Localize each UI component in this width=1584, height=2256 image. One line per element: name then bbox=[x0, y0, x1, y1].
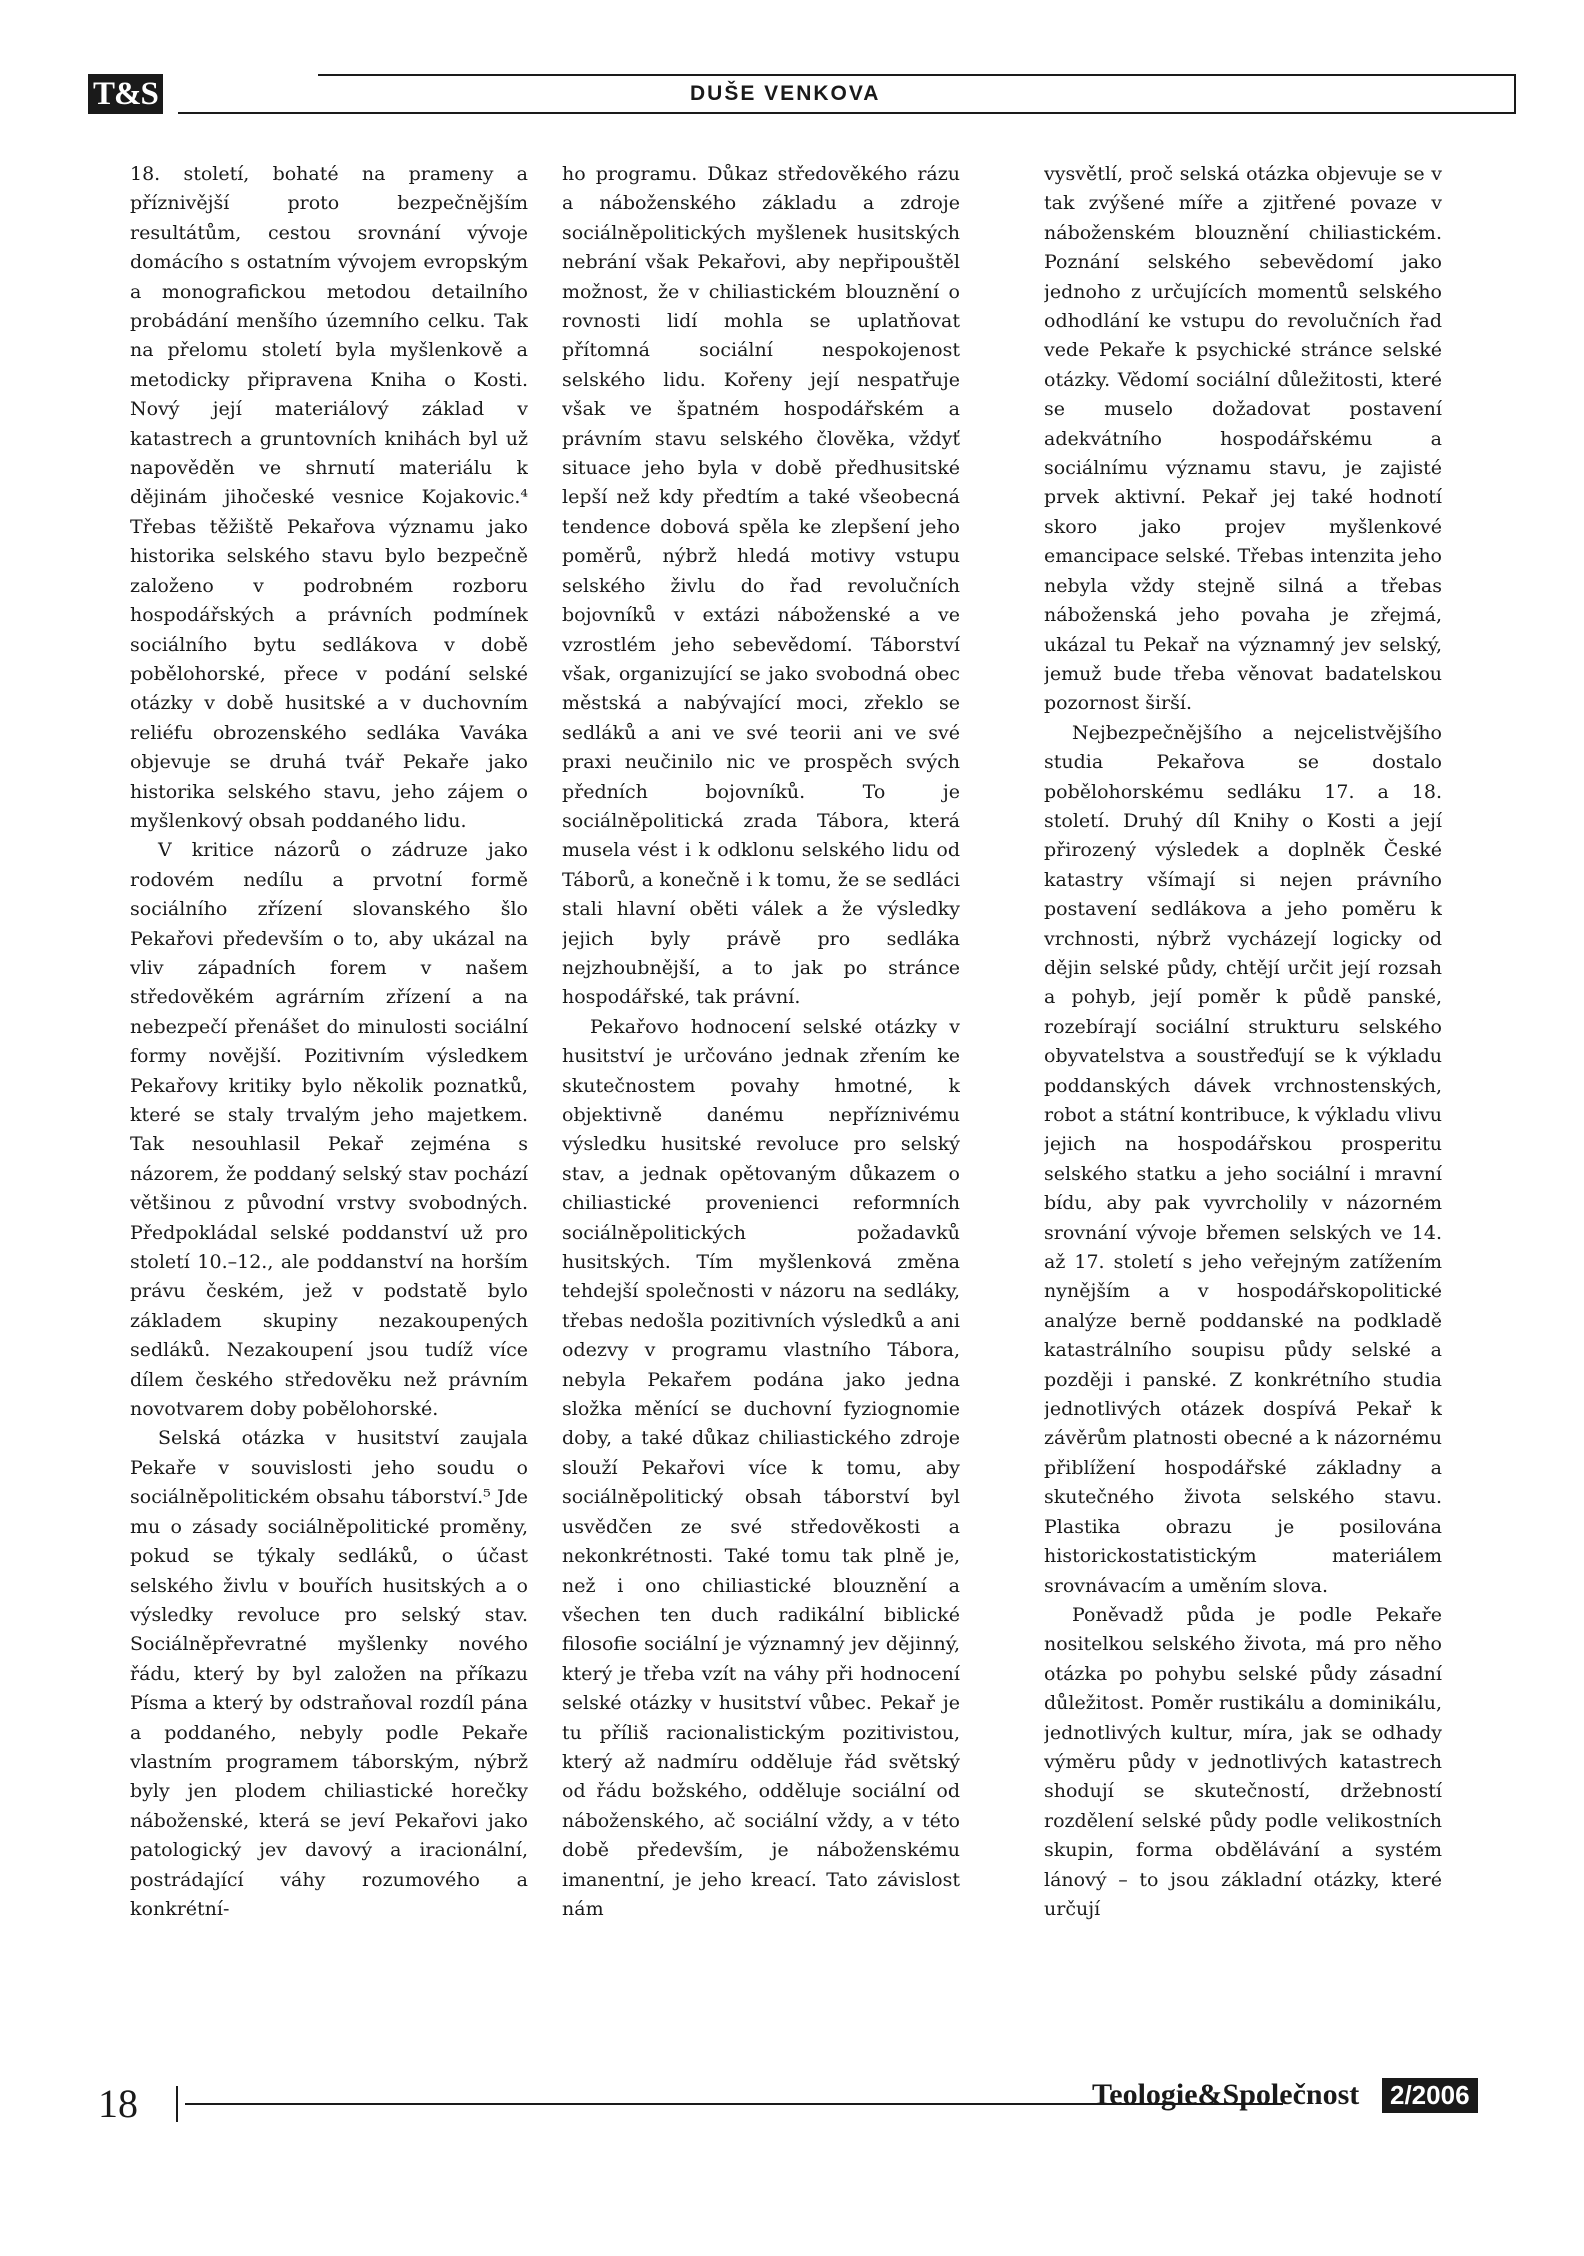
text-column-2 bbox=[562, 160, 960, 2020]
page-number: 18 bbox=[98, 2081, 138, 2126]
header-rule-top bbox=[318, 74, 1516, 76]
paragraph: V kritice názorů o zádruze jako rodovém nedílu a prvotní formě sociálního zřízení slovanského šlo Pekařovi především o to, aby ukázal na vliv západních forem v našem středověkém agrárním zřízení a na nebezpečí přenášet do minulosti sociální formy novější. Pozitivním výsledkem Pekařovy kritiky bylo několik poznatků, které se staly trvalým jeho majetkem. Tak nesouhlasil Pekař zejména s názorem, že poddaný selský stav pochází většinou z původní vrstvy svobodných. Předpokládal selské poddanství už pro století 10.–12., ale poddanství na horším právu českém, jež v podstatě bylo základem skupiny nezakoupených sedláků. Nezakoupení jsou tudíž více dílem českého středověku než právním novotvarem doby pobělohorské. bbox=[130, 839, 528, 1421]
journal-logo: T&S bbox=[88, 74, 163, 114]
paragraph: vysvětlí, proč selská otázka objevuje se v tak zvýšené míře a zjitřené povaze v náboženském blouznění chiliastickém. Poznání selského sebevědomí jako jednoho z určujících momentů selského odhodlání ke vstupu do revolučních řad vede Pekaře k psychické stránce selské otázky. Vědomí sociální důležitosti, které se muselo dožadovat postavení adekvátního hospodářskému a sociálnímu významu stavu, je zajisté prvek aktivní. Pekař jej také hodnotí skoro jako projev myšlenkové emancipace selské. Třebas intenzita jeho nebyla vždy stejně silná a třebas náboženská jeho povaha je zřejmá, ukázal tu Pekař na významný jev selský, jemuž bude třeba věnovat badatelskou pozornost širší. bbox=[1044, 163, 1442, 715]
paragraph: Nejbezpečnějšího a nejcelistvějšího studia Pekařova se dostalo pobělohorskému sedláku 17. a 18. století. Druhý díl Knihy o Kosti a její přirozený výsledek a doplněk České katastry všímají si nejen právního postavení sedlákova a jeho poměru k vrchnosti, nýbrž vycházejí logicky od dějin selské půdy, chtějí určit její rozsah a pohyb, její poměr k půdě panské, rozebírají sociální strukturu selského obyvatelstva a soustřeďují se k výkladu poddanských dávek vrchnostenských, robot a státní kontribuce, k výkladu vlivu jejich na hospodářskou prosperitu selského statku a jeho sociální i mravní bídu, aby pak vyvrcholily v názorném srovnání vývoje břemen selských ve 14. až 17. století s jeho veřejným zatížením nynějším a v hospodářskopolitické analýze berně poddanské na podkladě katastrálního soupisu půdy selské a později i panské. Z konkrétního studia jednotlivých otázek dospívá Pekař k závěrům platnosti obecné a k názornému přiblížení hospodářské základny a skutečného života selského stavu. Plastika obrazu je posilována historickostatistickým materiálem srovnávacím a uměním slova. bbox=[1044, 721, 1442, 1597]
header-rule-edge bbox=[1514, 74, 1516, 114]
paragraph: Pekařovo hodnocení selské otázky v husitství je určováno jednak zřením ke skutečnostem povahy hmotné, k objektivně danému nepříznivému výsledku husitské revoluce pro selský stav, a jednak opětovaným důkazem o chiliastické provenienci reformních sociálněpolitických požadavků husitských. Tím myšlenková změna tehdejší společnosti v názoru na sedláky, třebas nedošla pozitivních výsledků a ani odezvy v programu vlastního Tábora, nebyla Pekařem podána jako jedna složka měnící se duchovní fyziognomie doby, a také důkaz chiliastického zdroje slouží Pekařovi více k tomu, aby sociálněpolitický obsah táborství byl usvědčen ze své středověkosti a nekonkrétnosti. Také tomu tak plně je, než i ono chiliastické blouznění a všechen ten duch radikální biblické filosofie sociální je významný jev dějinný, který je třeba vzít na váhy při hodnocení selské otázky v husitství vůbec. Pekař je tu příliš racionalistickým pozitivistou, který až nadmíru odděluje řád světský od řádu božského, odděluje sociální od náboženského, ač sociální vždy, a v této době především, je náboženskému imanentní, je jeho kreací. Tato závislost nám bbox=[562, 1015, 960, 1920]
text-column-1 bbox=[130, 160, 528, 2020]
section-title: DUŠE VENKOVA bbox=[690, 82, 881, 105]
issue-badge: 2/2006 bbox=[1382, 2078, 1478, 2113]
paragraph: 18. století, bohaté na prameny a příznivější proto bezpečnějším resultátům, cestou srovnání vývoje domácího s ostatním vývojem evropským a monografickou metodou detailního probádání menšího územního celku. Tak na přelomu století byla myšlenkově a metodicky připravena Kniha o Kosti. Nový její materiálový základ v katastrech a gruntovních knihách byl už napověděn ve shrnutí materiálu k dějinám jihočeské vesnice Kojakovic.⁴ Třebas těžiště Pekařova významu jako historika selského stavu bylo bezpečně založeno v podrobném rozboru hospodářských a právních podmínek sociálního bytu sedlákova v době pobělohorské, přece v podání selské otázky v době husitské a v duchovním reliéfu obrozenského sedláka Vaváka objevuje se druhá tvář Pekaře jako historika selského stavu, jeho zájem o myšlenkový obsah poddaného lidu. bbox=[130, 163, 528, 832]
page-number-bar bbox=[176, 2086, 178, 2122]
text-column-3 bbox=[1044, 160, 1442, 2020]
journal-name: Teologie&Společnost bbox=[1092, 2078, 1360, 2111]
header-rule-bottom bbox=[178, 112, 1516, 114]
paragraph: ho programu. Důkaz středověkého rázu a náboženského základu a zdroje sociálněpolitických myšlenek husitských nebrání však Pekařovi, aby nepřipouštěl možnost, že v chiliastickém blouznění o rovnosti lidí mohla se uplatňovat přítomná sociální nespokojenost selského lidu. Kořeny její nespatřuje však ve špatném hospodářském a právním stavu selského člověka, vždyť situace jeho byla v době předhusitské lepší než kdy předtím a také všeobecná tendence dobová spěla ke zlepšení jeho poměrů, nýbrž hledá motivy vstupu selského živlu do řad revolučních bojovníků v extázi náboženské a ve vzrostlém jeho sebevědomí. Táborství však, organizující se jako svobodná obec městská a nabývající moci, zřeklo se sedláků a ani ve své teorii ani ve své praxi neučinilo nic ve prospěch svých předních bojovníků. To je sociálněpolitická zrada Tábora, která musela vést i k odklonu selského lidu od Táborů, a konečně i k tomu, že se sedláci stali hlavní oběti válek a že výsledky jejich byly právě pro sedláka nejzhoubnější, a to jak po stránce hospodářské, tak právní. bbox=[562, 163, 960, 1009]
paragraph: Poněvadž půda je podle Pekaře nositelkou selského života, má pro něho otázka po pohybu selské půdy zásadní důležitost. Poměr rustikálu a dominikálu, jednotlivých kultur, míra, jak se odhady výměru půdy v jednotlivých katastrech shodují se skutečností, držebností rozdělení selské půdy podle velikostních skupin, forma obdělávání a systém lánový – to jsou základní otázky, které určují bbox=[1044, 1603, 1442, 1920]
paragraph: Selská otázka v husitství zaujala Pekaře v souvislosti jeho soudu o sociálněpolitickém obsahu táborství.⁵ Jde mu o zásady sociálněpolitické proměny, pokud se týkaly sedláků, o účast selského živlu v bouřích husitských a o výsledky revoluce pro selský stav. Sociálněpřevratné myšlenky nového řádu, který by byl založen na příkazu Písma a který by odstraňoval rozdíl pána a poddaného, nebyly podle Pekaře vlastním programem táborským, nýbrž byly jen plodem chiliastické horečky náboženské, která se jeví Pekařovi jako patologický jev davový a iracionální, postrádající váhy rozumového a konkrétní- bbox=[130, 1427, 528, 1920]
